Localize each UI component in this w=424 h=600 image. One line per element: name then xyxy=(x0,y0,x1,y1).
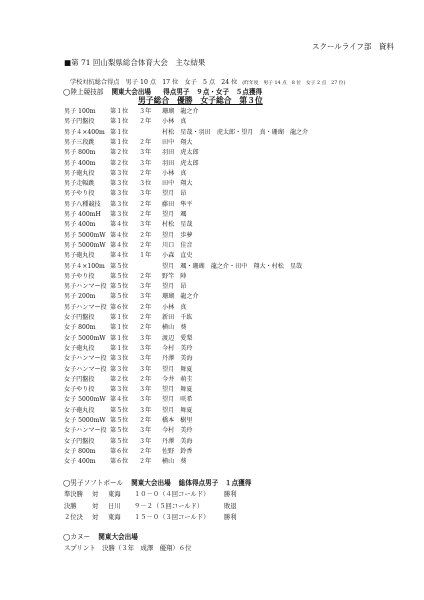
track-event: 女子ハンマー投 xyxy=(64,365,107,373)
track-event: 女子砲丸投 xyxy=(64,406,95,414)
softball-label: ◯男子ソフトボール xyxy=(63,479,123,487)
softball-vs: 対 xyxy=(92,514,99,521)
track-place: 第２位 xyxy=(110,375,129,383)
track-grade: ３年 xyxy=(139,386,152,394)
canoe-label: ◯カヌー xyxy=(63,533,91,541)
track-result-row xyxy=(64,384,404,393)
softball-game-row xyxy=(64,512,364,522)
track-result-row xyxy=(64,199,404,208)
track-place: 第４位 xyxy=(110,252,129,260)
track-athlete: 珊瑚 龍之介 xyxy=(162,293,199,301)
track-grade: ２年 xyxy=(139,231,152,239)
track-kanto: 関東大会出場 xyxy=(111,88,152,96)
track-grade: ３年 xyxy=(139,221,152,229)
track-athlete: 丹澤 美海 xyxy=(162,437,193,445)
track-place: 第４位 xyxy=(110,231,129,239)
track-event: 女子円盤投 xyxy=(64,314,95,321)
track-place: 第４位 xyxy=(110,221,129,229)
track-result-row xyxy=(64,178,404,187)
track-event: 女子 5000mW xyxy=(64,396,106,404)
track-grade: ２年 xyxy=(139,138,152,146)
track-event: 男子 400mH xyxy=(64,211,101,218)
track-event: 女子やり投 xyxy=(64,386,95,394)
track-place: 第１位 xyxy=(110,128,129,136)
track-grade: ３年 xyxy=(139,293,152,301)
track-grade: ２年 xyxy=(139,303,152,311)
track-result-row xyxy=(64,353,404,362)
track-event: 男子走幅跳 xyxy=(64,180,95,188)
track-result-row xyxy=(64,147,404,156)
track-athlete: 望月 咲希 xyxy=(162,396,193,404)
canoe-kanto: 関東大会出場 xyxy=(98,533,138,541)
track-place: 第３位 xyxy=(110,355,129,363)
softball-score: １５－０（３回コールド） xyxy=(134,514,210,521)
track-place: 第５位 xyxy=(110,437,129,445)
track-result-row xyxy=(64,137,404,146)
track-result-row xyxy=(64,302,404,311)
track-result-row xyxy=(64,446,404,455)
track-athlete: 珊瑚 龍之介 xyxy=(162,108,199,115)
track-grade: ３年 xyxy=(139,108,152,115)
softball-game-row xyxy=(64,501,364,511)
track-athlete: 今村 美玲 xyxy=(162,427,193,435)
track-place: 第３位 xyxy=(110,180,129,188)
track-athlete: 横山 葵 xyxy=(162,458,187,466)
school-points-summary xyxy=(70,77,345,86)
softball-kanto: 関東大会出場 xyxy=(131,479,171,487)
track-athlete: 今村 美玲 xyxy=(162,344,193,352)
track-event: 女子ハンマー投 xyxy=(64,355,107,363)
track-result-row xyxy=(64,250,404,259)
track-place: 第５位 xyxy=(110,272,129,280)
track-event: 男子 200m xyxy=(64,293,96,301)
track-place: 第２位 xyxy=(110,149,129,157)
track-place: 第３位 xyxy=(110,386,129,394)
softball-result: 敗退 xyxy=(224,502,237,510)
track-grade: ２年 xyxy=(139,169,152,177)
track-event: 女子 800m xyxy=(64,447,96,455)
track-event: 男子 5000mW xyxy=(64,231,106,239)
track-place: 第３位 xyxy=(110,211,129,218)
track-grade: ３年 xyxy=(139,427,152,435)
track-place: 第１位 xyxy=(110,344,129,352)
track-place: 第３位 xyxy=(110,365,129,373)
softball-result: 勝利 xyxy=(224,514,237,521)
softball-opponent: 東海 xyxy=(108,514,121,521)
track-result-row xyxy=(64,219,404,228)
track-event: 男子 400m xyxy=(64,221,96,229)
track-result-row xyxy=(64,312,404,321)
track-event: 男子ハンマー投 xyxy=(64,303,107,311)
track-grade: ２年 xyxy=(139,314,152,321)
track-athlete: 新田 千紘 xyxy=(162,314,193,321)
track-event: 男子４×400m xyxy=(64,128,105,136)
track-event: 男子三段跳 xyxy=(64,138,95,146)
track-grade: ２年 xyxy=(139,458,152,466)
track-grade: ３年 xyxy=(139,334,152,342)
track-place: 第１位 xyxy=(110,324,129,332)
track-event: 女子砲丸投 xyxy=(64,344,95,352)
track-event: 男子砲丸投 xyxy=(64,169,95,177)
track-place: 第１位 xyxy=(110,314,129,321)
track-grade: ３年 xyxy=(139,396,152,404)
track-event: 女子 400m xyxy=(64,458,96,466)
softball-result: 勝利 xyxy=(224,491,237,498)
track-athlete: 野竿 陣 xyxy=(162,272,187,280)
track-result-row xyxy=(64,364,404,373)
track-grade: ２年 xyxy=(139,324,152,332)
track-result-row xyxy=(64,188,404,197)
track-place: 第６位 xyxy=(110,303,129,311)
track-place: 第３位 xyxy=(110,190,129,198)
track-place: 第４位 xyxy=(110,396,129,404)
softball-opponent: 東海 xyxy=(108,491,121,498)
track-grade: ３年 xyxy=(139,406,152,414)
track-athlete: 望月 颯・珊瑚 龍之介・田中 翔大・村松 星哉 xyxy=(162,262,303,270)
track-place: 第５位 xyxy=(110,293,129,301)
track-result-row xyxy=(64,425,404,434)
track-event: 女子ハンマー投 xyxy=(64,427,107,435)
track-athlete: 望月 歩夢 xyxy=(162,231,193,239)
track-result-row xyxy=(64,230,404,239)
track-athlete: 横山 葵 xyxy=(162,324,187,332)
track-athlete: 小森 直史 xyxy=(162,252,193,260)
track-points: 得点男子 ９点・女子 ５点獲得 xyxy=(163,88,263,96)
track-athlete: 橋本 樹里 xyxy=(162,417,193,424)
softball-opponent: 日川 xyxy=(108,502,121,510)
track-place: 第３位 xyxy=(110,169,129,177)
track-place: 第１位 xyxy=(110,334,129,342)
track-result-row xyxy=(64,271,404,280)
track-result-row xyxy=(64,405,404,414)
track-athlete: 田中 翔大 xyxy=(162,180,193,188)
softball-game-row xyxy=(64,489,364,499)
track-grade: ２年 xyxy=(139,118,152,126)
track-result-row xyxy=(64,415,404,424)
track-event: 男子 100m xyxy=(64,108,96,115)
track-athlete: 藤田 隼平 xyxy=(162,200,193,208)
track-result-row xyxy=(64,291,404,300)
track-event: 女子 5000mW xyxy=(64,417,106,424)
track-grade: ２年 xyxy=(139,211,152,218)
track-place: 第２位 xyxy=(110,159,129,167)
track-event: 男子砲丸投 xyxy=(64,252,95,260)
track-result-row xyxy=(64,281,404,290)
track-result-row xyxy=(64,261,404,270)
track-event: 男子八種競技 xyxy=(64,200,101,208)
softball-section-heading xyxy=(63,477,251,487)
track-athlete: 今井 萌圭 xyxy=(162,375,193,383)
track-result-row xyxy=(64,106,404,115)
track-athlete: 佐野 鈴香 xyxy=(162,447,193,455)
track-place: 第３位 xyxy=(110,200,129,208)
track-result-row xyxy=(64,168,404,177)
track-place: 第６位 xyxy=(110,458,129,466)
track-grade: ３年 xyxy=(139,159,152,167)
track-event: 男子 400m xyxy=(64,159,96,167)
track-athlete: 小林 真 xyxy=(162,169,187,177)
track-grade: ２年 xyxy=(139,375,152,383)
track-event: 女子 800m xyxy=(64,324,96,332)
track-event: 男子 5000mW xyxy=(64,241,106,249)
track-grade: ３年 xyxy=(139,190,152,198)
track-athlete: 丹澤 美海 xyxy=(162,355,193,363)
track-result-row xyxy=(64,240,404,249)
track-event: 男子やり投 xyxy=(64,190,95,198)
track-athlete: 小林 真 xyxy=(162,118,187,126)
track-place: 第１位 xyxy=(110,138,129,146)
track-event: 男子やり投 xyxy=(64,272,95,280)
track-event: 女子円盤投 xyxy=(64,375,95,383)
canoe-section-heading xyxy=(63,531,138,541)
track-result-row xyxy=(64,158,404,167)
department-label: スクールライフ部 資料 xyxy=(312,42,394,51)
softball-round: 決勝 xyxy=(64,502,77,510)
track-place: 第４位 xyxy=(110,241,129,249)
track-athlete: 村松 星哉 xyxy=(162,221,193,229)
track-event: 男子ハンマー投 xyxy=(64,283,107,291)
canoe-result: スプリント 決勝（３年 成澤 優翔）６位 xyxy=(64,544,192,552)
softball-score: １０－０（４回コールド） xyxy=(134,491,210,498)
track-place: 第５位 xyxy=(110,406,129,414)
track-event: 女子円盤投 xyxy=(64,437,95,445)
softball-score: ９－２（５回コールド） xyxy=(134,502,204,510)
track-grade: ３年 xyxy=(139,355,152,363)
track-athlete: 望月 舞夏 xyxy=(162,386,193,394)
track-athlete: 小林 真 xyxy=(162,303,187,311)
softball-games-list xyxy=(64,489,364,529)
track-event: 男子 800m xyxy=(64,149,96,157)
track-result-row xyxy=(64,209,404,218)
track-grade: ３年 xyxy=(139,149,152,157)
softball-vs: 対 xyxy=(92,502,99,510)
summary-lead: 学校対抗総合得点 男子 10 点 17 位 女子 5 点 24 位 xyxy=(70,79,238,86)
track-place: 第５位 xyxy=(110,417,129,424)
track-athlete: 羽田 虎太郎 xyxy=(162,159,199,167)
summary-note: (昨年度 男子 14 点 8 位 女子 2 点 27 位) xyxy=(242,81,346,86)
track-place: 第６位 xyxy=(110,447,129,455)
track-result-row xyxy=(64,343,404,352)
track-athlete: 羽田 虎太郎 xyxy=(162,149,199,157)
track-athlete: 望月 昂 xyxy=(162,283,187,291)
track-grade: ３位 xyxy=(139,180,152,188)
track-result-row xyxy=(64,456,404,465)
track-event: 男子４×100m xyxy=(64,262,105,270)
track-result-row xyxy=(64,374,404,383)
track-grade: ２年 xyxy=(139,417,152,424)
track-place: 第１位 xyxy=(110,118,129,126)
track-athlete: 渡辺 愛梨 xyxy=(162,334,193,342)
track-grade: ２年 xyxy=(139,200,152,208)
softball-points: 総体得点男子 １点獲得 xyxy=(178,479,252,487)
softball-round: 準決勝 xyxy=(64,491,83,498)
track-results-list xyxy=(64,106,404,468)
page-title: ■第 71 回山梨県総合体育大会 主な結果 xyxy=(64,58,206,67)
track-place: 第１位 xyxy=(110,108,129,115)
track-result-row xyxy=(64,333,404,342)
track-result-row xyxy=(64,322,404,331)
track-result-row xyxy=(64,394,404,403)
track-grade: ３年 xyxy=(139,283,152,291)
track-grade: ３年 xyxy=(139,365,152,373)
track-grade: ３年 xyxy=(139,344,152,352)
track-banner: 男子総合 優勝 女子総合 第３位 xyxy=(138,96,263,105)
track-grade: １年 xyxy=(139,252,152,260)
track-label: ◯陸上競技部 xyxy=(63,88,104,96)
track-athlete: 川口 佳音 xyxy=(162,241,193,249)
track-athlete: 村松 星哉・羽田 虎太郎・望月 真・珊瑚 龍之介 xyxy=(162,128,309,136)
track-athlete: 田中 翔大 xyxy=(162,138,193,146)
track-result-row xyxy=(64,116,404,125)
track-grade: ２年 xyxy=(139,447,152,455)
track-result-row xyxy=(64,436,404,445)
track-athlete: 望月 昂 xyxy=(162,190,187,198)
softball-round: ２位決 xyxy=(64,514,83,521)
track-grade: ２年 xyxy=(139,272,152,280)
track-event: 男子円盤投 xyxy=(64,118,95,126)
track-place: 第５位 xyxy=(110,283,129,291)
track-event: 女子 5000mW xyxy=(64,334,106,342)
softball-vs: 対 xyxy=(92,491,99,498)
track-place: 第５位 xyxy=(110,427,129,435)
track-grade: ３年 xyxy=(139,437,152,445)
track-athlete: 望月 舞夏 xyxy=(162,365,193,373)
track-result-row xyxy=(64,127,404,136)
track-grade: ２年 xyxy=(139,241,152,249)
track-place: 第５位 xyxy=(110,262,129,270)
track-athlete: 望月 颯 xyxy=(162,211,187,218)
track-athlete: 望月 舞夏 xyxy=(162,406,193,414)
